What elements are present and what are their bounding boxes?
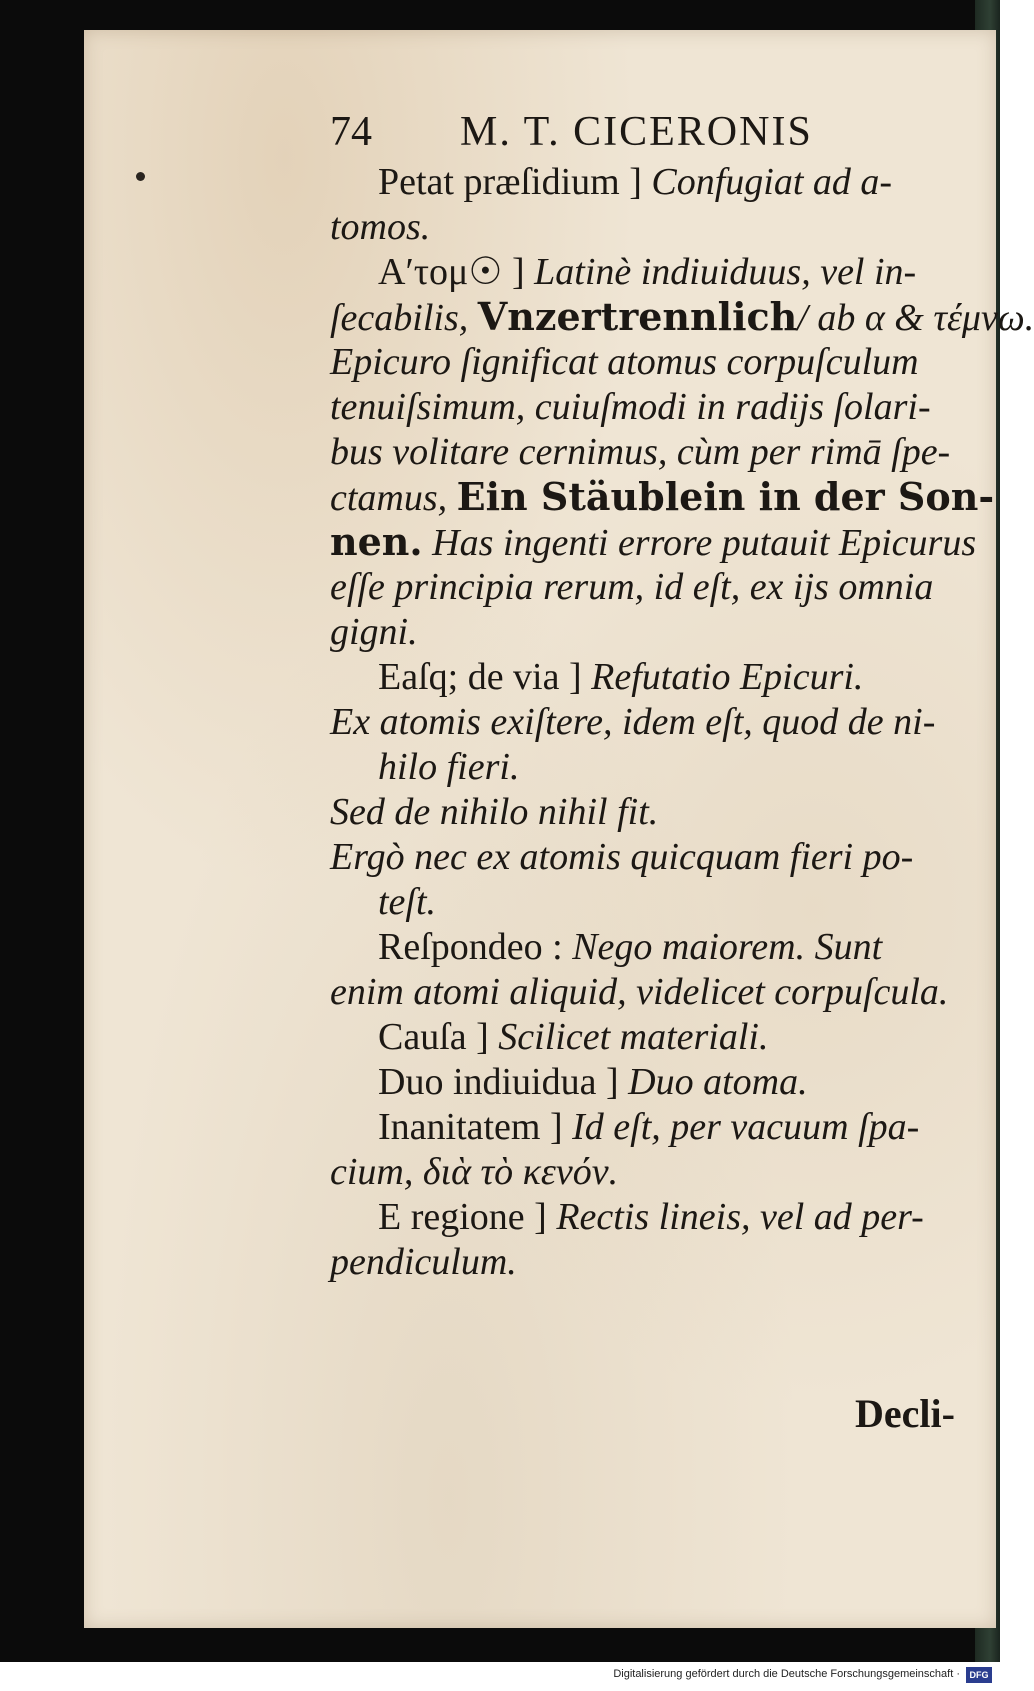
text-line: Sed de nihilo nihil fit. — [330, 791, 659, 833]
text-line: pendiculum. — [330, 1241, 517, 1283]
catchword: Decli- — [855, 1391, 955, 1436]
text-line: Aʹτομ☉ ] Latinè indiuiduus, vel in- — [378, 251, 917, 293]
text-line: gigni. — [330, 611, 418, 653]
text-line: enim atomi aliquid, videlicet corpuſcula. — [330, 971, 949, 1013]
text-line: tenuiſsimum, cuiuſmodi in radijs ſolari- — [330, 386, 931, 428]
text-line: bus volitare cernimus, cùm per rimā ſpe- — [330, 431, 951, 473]
text-line: cium, διὰ τὸ κενόν. — [330, 1151, 619, 1193]
text-line: Ergò nec ex atomis quicquam fieri po- — [330, 836, 914, 878]
funding-credit: Digitalisierung gefördert durch die Deutsche Forschungsgemeinschaft · — [613, 1668, 960, 1680]
text-line: Inanitatem ] Id eſt, per vacuum ſpa- — [378, 1106, 920, 1148]
text-line: Reſpondeo : Nego maiorem. Sunt — [378, 926, 883, 968]
running-title: M. T. CICERONIS — [460, 109, 813, 155]
text-line: Duo indiuidua ] Duo atoma. — [378, 1061, 808, 1103]
ink-spot — [136, 172, 145, 181]
text-line: ſecabilis, Vnzertrennlich/ ab α & τέμνω. — [330, 294, 1034, 339]
text-line: Petat præſidium ] Confugiat ad a- — [378, 161, 893, 203]
dfg-logo: DFG — [966, 1667, 992, 1683]
text-line: eſſe principia rerum, id eſt, ex ijs omnia — [330, 566, 934, 608]
text-line: ctamus, Ein Stäublein in der Son- — [330, 474, 995, 519]
text-line: E regione ] Rectis lineis, vel ad per- — [378, 1196, 924, 1238]
text-line: Eaſq; de via ] Refutatio Epicuri. — [378, 656, 864, 698]
page-number: 74 — [330, 109, 372, 155]
text-line: Ex atomis exiſtere, idem eſt, quod de ni- — [330, 701, 936, 743]
text-line: teſt. — [378, 881, 437, 923]
text-line: hilo fieri. — [378, 746, 520, 788]
text-line: Epicuro ſignificat atomus corpuſculum — [330, 341, 919, 383]
text-line: nen. Has ingenti errore putauit Epicurus — [330, 519, 977, 564]
page-header — [330, 108, 870, 164]
footer-bar — [0, 1662, 1000, 1691]
text-line: tomos. — [330, 206, 431, 248]
text-line: Cauſa ] Scilicet materiali. — [378, 1016, 769, 1058]
